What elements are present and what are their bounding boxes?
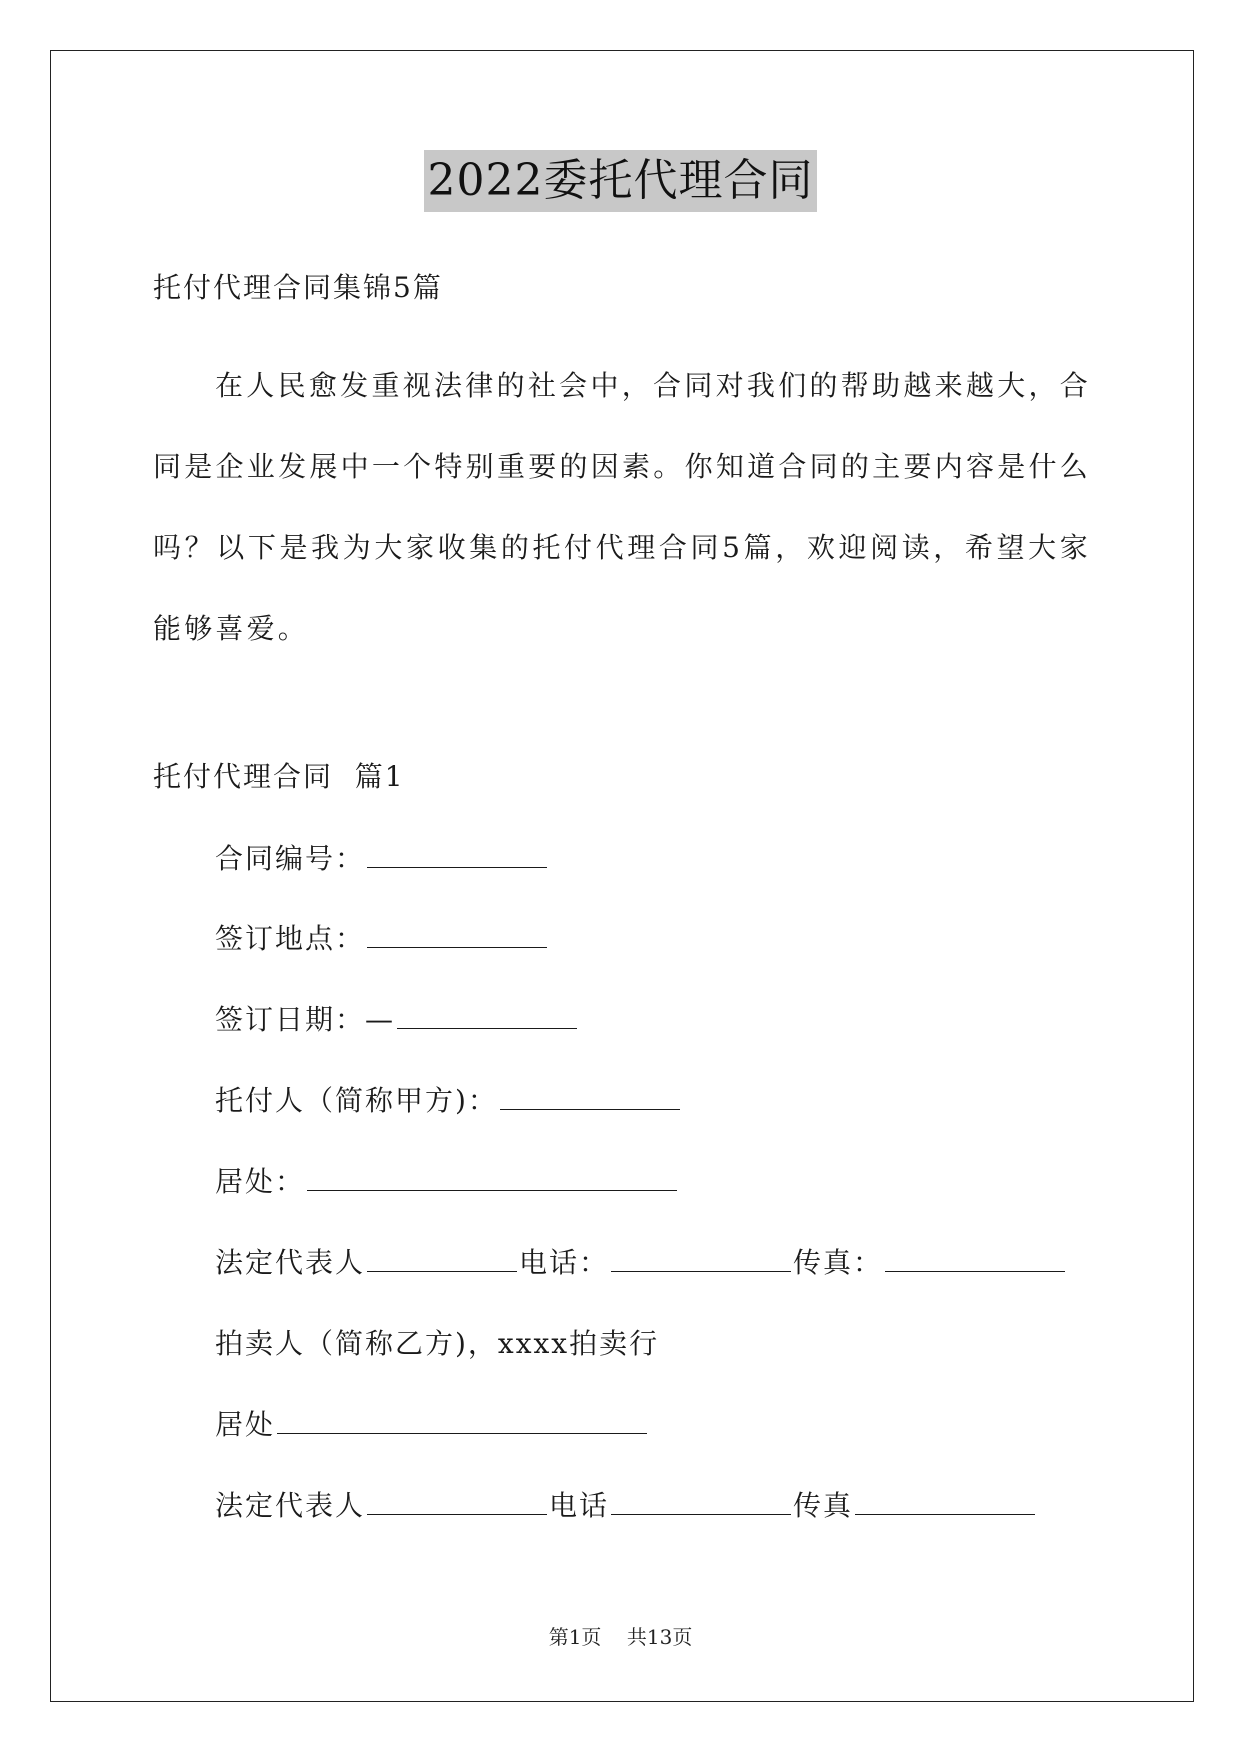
field-label: 传真 — [793, 1489, 854, 1522]
footer-total-prefix: 共 — [626, 1625, 647, 1649]
field-label: 电话 — [549, 1489, 610, 1522]
footer-gap — [601, 1625, 626, 1649]
footer-total-suffix: 页 — [672, 1625, 693, 1649]
field-sign-date — [215, 1000, 579, 1040]
blank-line — [307, 1164, 677, 1191]
document-subtitle: 托付代理合同集锦5篇 — [153, 271, 443, 304]
footer-page-suffix: 页 — [581, 1625, 602, 1649]
field-label: 电话： — [519, 1246, 610, 1279]
field-contract-no — [215, 839, 549, 879]
footer-page-prefix: 第 — [548, 1625, 569, 1649]
field-label: 法定代表人 — [215, 1489, 366, 1522]
field-label: 居处 — [215, 1408, 276, 1441]
title-container — [0, 150, 1241, 212]
blank-line — [367, 1488, 547, 1515]
blank-line — [855, 1488, 1035, 1515]
field-auctioneer-address — [215, 1405, 649, 1445]
field-label: 法定代表人 — [215, 1246, 366, 1279]
blank-line — [611, 1488, 791, 1515]
blank-line — [367, 1245, 517, 1272]
field-label: 托付人（简称甲方)： — [215, 1084, 498, 1117]
field-principal-contacts — [215, 1243, 1067, 1283]
blank-line — [277, 1407, 647, 1434]
blank-line — [500, 1083, 680, 1110]
field-label: 签订地点： — [215, 922, 366, 955]
blank-line — [885, 1245, 1065, 1272]
intro-paragraph: 在人民愈发重视法律的社会中，合同对我们的帮助越来越大，合同是企业发展中一个特别重要的因素。你知道合同的主要内容是什么吗？以下是我为大家收集的托付代理合同5篇，欢迎阅读，希望大家能够喜爱。 — [153, 369, 1091, 645]
field-label: 居处： — [215, 1165, 306, 1198]
blank-line — [367, 921, 547, 948]
document-title: 2022委托代理合同 — [424, 150, 818, 212]
blank-line — [367, 841, 547, 868]
footer-page-number: 1 — [568, 1625, 582, 1649]
field-auctioneer-contacts — [215, 1486, 1037, 1526]
blank-line — [397, 1002, 577, 1029]
field-sign-place — [215, 919, 549, 959]
footer-total-pages: 13 — [646, 1625, 673, 1649]
section-heading — [153, 757, 405, 797]
field-label: 签订日期：— — [215, 1003, 396, 1036]
field-auctioneer — [215, 1324, 659, 1364]
field-label: 拍卖人（简称乙方)，xxxx拍卖行 — [215, 1327, 660, 1360]
field-principal-address — [215, 1162, 679, 1202]
field-label: 传真： — [793, 1246, 884, 1279]
blank-line — [611, 1245, 791, 1272]
field-label: 合同编号： — [215, 842, 366, 875]
section-heading-text: 托付代理合同 篇1 — [153, 760, 405, 793]
page-footer — [0, 1622, 1241, 1652]
field-principal — [215, 1081, 682, 1121]
